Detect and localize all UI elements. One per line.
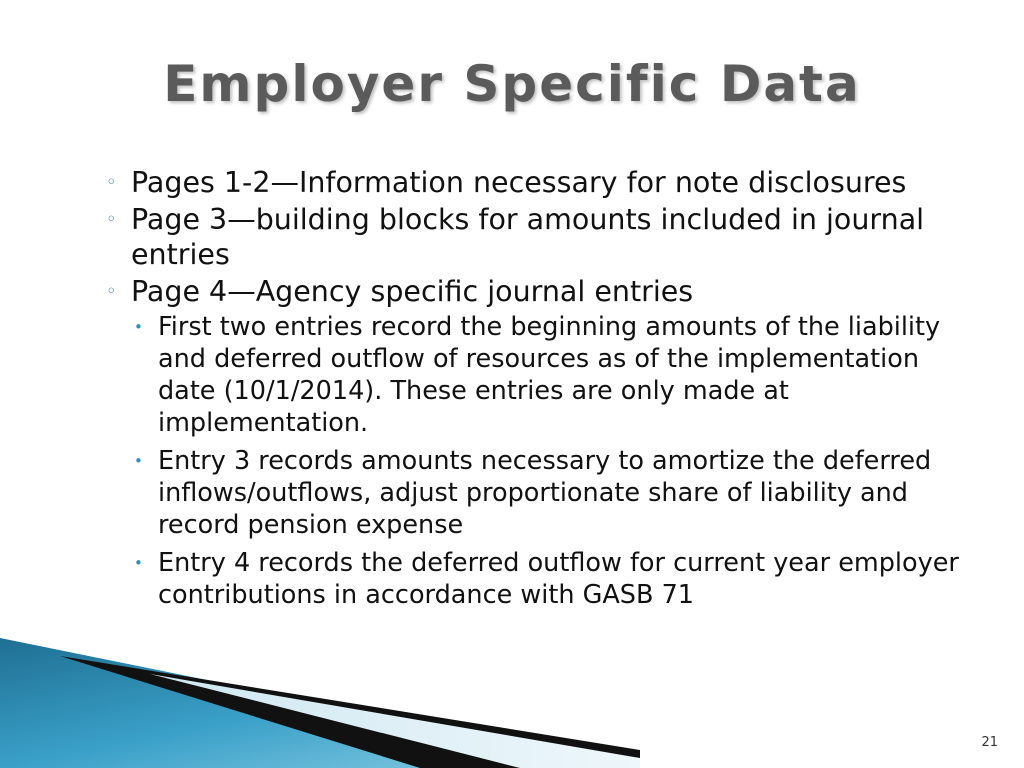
sub-bullet-text: First two entries record the beginning amounts of the liability and deferred outflow of resources as of the implementation date (10/1/2014). These entries are only made at implementation. (158, 312, 941, 438)
sub-bullet-text: Entry 3 records amounts necessary to amortize the deferred inflows/outflows, adjust proportionate share of liability and record pension expense (158, 446, 932, 540)
sub-bullet-item (134, 445, 960, 541)
page-number: 21 (981, 735, 998, 750)
bullet-text: Pages 1-2—Information necessary for note disclosures (131, 166, 907, 199)
bullet-text: Page 4—Agency specific journal entries (131, 275, 694, 308)
sub-bullet-item (134, 311, 960, 439)
sub-bullet-list (100, 311, 960, 611)
sub-bullet-item (134, 547, 960, 611)
bullet-item (100, 274, 960, 309)
circle-bullet-icon: ◦ (106, 209, 117, 230)
decorative-wave-graphic (0, 638, 640, 768)
bullet-item (100, 165, 960, 200)
circle-bullet-icon: ◦ (106, 281, 117, 302)
slide-title: Employer Specific Data (163, 55, 861, 113)
circle-bullet-icon: ◦ (106, 172, 117, 193)
sub-bullet-text: Entry 4 records the deferred outflow for current year employer contributions in accordance with GASB 71 (158, 548, 959, 610)
dot-bullet-icon: • (134, 318, 143, 336)
slide-content (100, 165, 960, 617)
dot-bullet-icon: • (134, 554, 143, 572)
bullet-item (100, 202, 960, 272)
bullet-text: Page 3—building blocks for amounts included in journal entries (131, 203, 925, 271)
dot-bullet-icon: • (134, 452, 143, 470)
